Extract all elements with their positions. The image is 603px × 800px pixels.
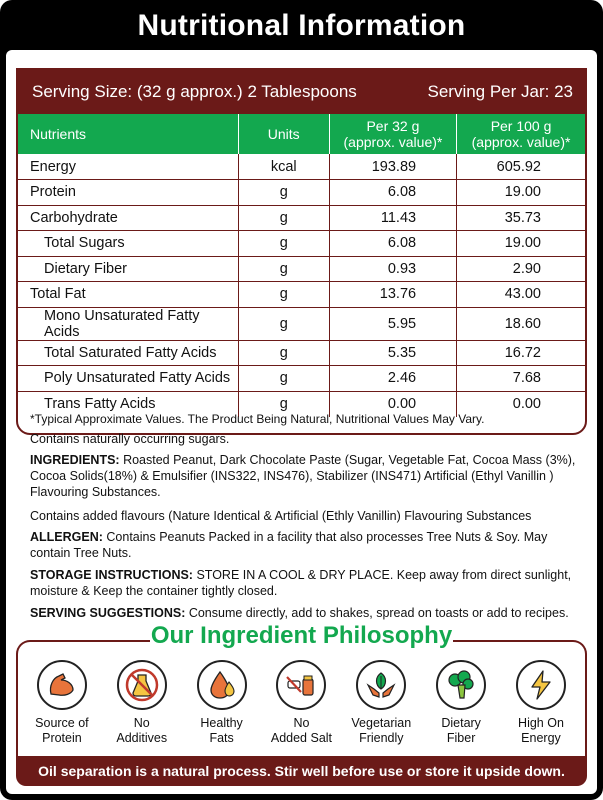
nutrient-unit: g bbox=[238, 282, 329, 308]
philosophy-icons bbox=[16, 660, 587, 746]
table-header-row bbox=[18, 114, 585, 154]
table-row bbox=[18, 256, 585, 282]
oil-drop-icon bbox=[197, 660, 247, 710]
nutrient-unit: g bbox=[238, 307, 329, 340]
table-row bbox=[18, 180, 585, 206]
table-row bbox=[18, 205, 585, 231]
serving-per-jar: Serving Per Jar: 23 bbox=[427, 82, 573, 101]
footer-banner: Oil separation is a natural process. Stir well before use or store it upside down. bbox=[16, 756, 587, 786]
nutrient-name: Trans Fatty Acids bbox=[18, 391, 238, 417]
philosophy-item: No Additives bbox=[105, 660, 179, 746]
value-per32: 6.08 bbox=[329, 231, 456, 257]
ingredients-text: INGREDIENTS: Roasted Peanut, Dark Chocolate Paste (Sugar, Vegetable Fat, Cocoa Mass (3%), Cocoa Solids(18%) & Emulsifier (INS322, INS476), Stabilizer (INS471) Artificial (Ethyl Vanillin ) Flavouring Substances. bbox=[30, 453, 576, 499]
nutrient-unit: g bbox=[238, 366, 329, 392]
value-per32: 11.43 bbox=[329, 205, 456, 231]
value-per100: 2.90 bbox=[457, 256, 585, 282]
table-row bbox=[18, 154, 585, 180]
value-per100: 43.00 bbox=[457, 282, 585, 308]
value-per32: 0.00 bbox=[329, 391, 456, 417]
nutrient-name: Carbohydrate bbox=[18, 205, 238, 231]
nutrient-unit: g bbox=[238, 205, 329, 231]
value-per32: 5.95 bbox=[329, 307, 456, 340]
nutrient-unit: g bbox=[238, 231, 329, 257]
nutrient-name: Total Saturated Fatty Acids bbox=[18, 340, 238, 366]
philosophy-item: No Added Salt bbox=[264, 660, 338, 746]
philosophy-item: Dietary Fiber bbox=[424, 660, 498, 746]
nutrient-name: Poly Unsaturated Fatty Acids bbox=[18, 366, 238, 392]
header-nutrients: Nutrients bbox=[18, 114, 238, 154]
nutrient-name: Mono Unsaturated Fatty Acids bbox=[18, 307, 238, 340]
no-salt-icon bbox=[276, 660, 326, 710]
sugars-note: Contains naturally occurring sugars. bbox=[30, 432, 230, 446]
value-per32: 2.46 bbox=[329, 366, 456, 392]
philosophy-item: Vegetarian Friendly bbox=[344, 660, 418, 746]
nutrient-name: Dietary Fiber bbox=[18, 256, 238, 282]
muscle-icon bbox=[37, 660, 87, 710]
value-per100: 18.60 bbox=[457, 307, 585, 340]
serving-suggestions-text: SERVING SUGGESTIONS: Consume directly, add to shakes, spread on toasts or add to recipes. bbox=[30, 606, 569, 620]
nutrient-unit: g bbox=[238, 180, 329, 206]
typical-values-note: *Typical Approximate Values. The Product Being Natural, Nutritional Values May Vary. bbox=[30, 412, 485, 426]
header-per32: Per 32 g (approx. value)* bbox=[329, 114, 456, 154]
value-per100: 19.00 bbox=[457, 231, 585, 257]
table-row bbox=[18, 340, 585, 366]
value-per32: 193.89 bbox=[329, 154, 456, 180]
value-per100: 605.92 bbox=[457, 154, 585, 180]
lightning-icon bbox=[516, 660, 566, 710]
nutrient-name: Energy bbox=[18, 154, 238, 180]
value-per100: 16.72 bbox=[457, 340, 585, 366]
nutrient-name: Total Fat bbox=[18, 282, 238, 308]
value-per32: 5.35 bbox=[329, 340, 456, 366]
nutrient-name: Total Sugars bbox=[18, 231, 238, 257]
value-per100: 19.00 bbox=[457, 180, 585, 206]
nutrition-table bbox=[16, 68, 587, 435]
leaf-hands-icon bbox=[356, 660, 406, 710]
nutrient-unit: kcal bbox=[238, 154, 329, 180]
value-per32: 0.93 bbox=[329, 256, 456, 282]
nutrient-grid bbox=[18, 114, 585, 417]
no-additives-icon bbox=[117, 660, 167, 710]
nutrient-unit: g bbox=[238, 391, 329, 417]
table-row bbox=[18, 231, 585, 257]
philosophy-item: Healthy Fats bbox=[185, 660, 259, 746]
philosophy-title: Our Ingredient Philosophy bbox=[150, 622, 453, 649]
nutrient-unit: g bbox=[238, 340, 329, 366]
storage-text: STORAGE INSTRUCTIONS: STORE IN A COOL & DRY PLACE. Keep away from direct sunlight, moisture & Keep the container tightly closed. bbox=[30, 568, 572, 598]
page-title: Nutritional Information bbox=[137, 9, 466, 42]
value-per100: 7.68 bbox=[457, 366, 585, 392]
philosophy-item: Source of Protein bbox=[25, 660, 99, 746]
nutrient-unit: g bbox=[238, 256, 329, 282]
value-per32: 6.08 bbox=[329, 180, 456, 206]
table-row bbox=[18, 307, 585, 340]
serving-bar bbox=[18, 70, 585, 114]
value-per100: 0.00 bbox=[512, 396, 541, 412]
value-per32: 13.76 bbox=[329, 282, 456, 308]
allergen-text: ALLERGEN: Contains Peanuts Packed in a facility that also processes Tree Nuts & Soy. May contain Tree Nuts. bbox=[30, 530, 548, 560]
value-per100: 35.73 bbox=[457, 205, 585, 231]
header-units: Units bbox=[238, 114, 329, 154]
flavours-note: Contains added flavours (Nature Identical & Artificial (Ethly Vanillin) Flavouring Substances bbox=[30, 509, 532, 523]
broccoli-icon bbox=[436, 660, 486, 710]
header-per100: Per 100 g (approx. value)* bbox=[457, 114, 585, 154]
philosophy-item: High On Energy bbox=[504, 660, 578, 746]
nutrient-name: Protein bbox=[18, 180, 238, 206]
serving-size: Serving Size: (32 g approx.) 2 Tablespoons bbox=[32, 82, 357, 101]
table-row bbox=[18, 366, 585, 392]
table-row bbox=[18, 282, 585, 308]
